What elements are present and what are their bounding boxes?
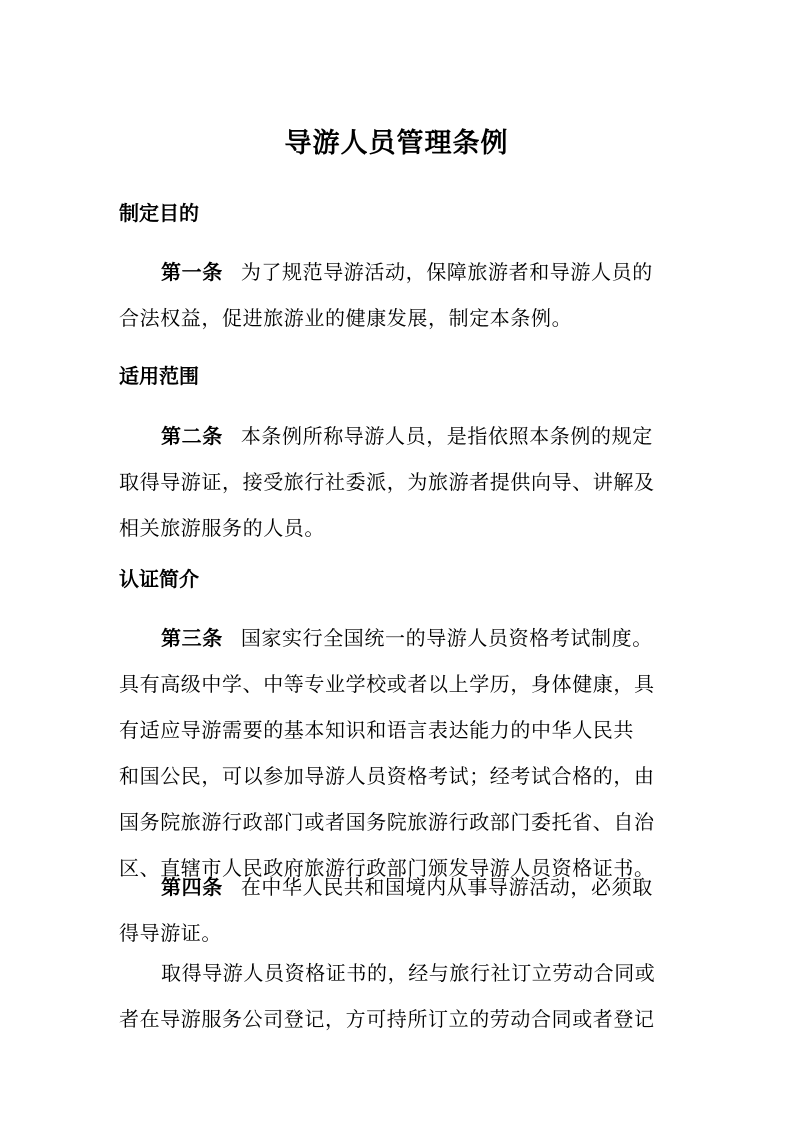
paragraph-line: 合法权益，促进旅游业的健康发展，制定本条例。 bbox=[119, 306, 573, 330]
paragraph-line bbox=[119, 413, 679, 459]
paragraph-line: 取得导游证，接受旅行社委派，为旅游者提供向导、讲解及 bbox=[119, 470, 655, 494]
paragraph-line: 和国公民，可以参加导游人员资格考试；经考试合格的，由 bbox=[119, 764, 655, 788]
line-text: 为了规范导游活动，保障旅游者和导游人员的 bbox=[240, 260, 653, 284]
paragraph-line: 取得导游人员资格证书的，经与旅行社订立劳动合同或 bbox=[161, 961, 656, 985]
paragraph-line: 得导游证。 bbox=[119, 921, 222, 945]
paragraph-line: 相关旅游服务的人员。 bbox=[119, 516, 325, 540]
paragraph-line: 者在导游服务公司登记，方可持所订立的劳动合同或者登记 bbox=[119, 1007, 655, 1031]
article-number: 第一条 bbox=[161, 260, 223, 284]
section-heading-certification: 认证简介 bbox=[119, 567, 199, 591]
article-number: 第三条 bbox=[161, 626, 223, 650]
paragraph-line bbox=[119, 615, 679, 661]
article-4-paragraph bbox=[119, 864, 679, 956]
line-text: 本条例所称导游人员，是指依照本条例的规定 bbox=[240, 424, 653, 448]
paragraph-line: 具有高级中学、中等专业学校或者以上学历，身体健康，具 bbox=[119, 672, 655, 696]
paragraph-line: 区、直辖市人民政府旅游行政部门颁发导游人员资格证书。 bbox=[119, 856, 655, 880]
article-number: 第二条 bbox=[161, 424, 223, 448]
paragraph-line: 国务院旅游行政部门或者国务院旅游行政部门委托省、自治 bbox=[119, 810, 655, 834]
article-4-second-paragraph bbox=[119, 950, 679, 1042]
line-text: 国家实行全国统一的导游人员资格考试制度。 bbox=[240, 626, 653, 650]
article-1-paragraph bbox=[119, 249, 679, 341]
line-text: 在中华人民共和国境内从事导游活动，必须取 bbox=[240, 875, 653, 899]
section-heading-scope: 适用范围 bbox=[119, 364, 199, 388]
document-title: 导游人员管理条例 bbox=[284, 128, 509, 159]
article-number: 第四条 bbox=[161, 875, 223, 899]
article-2-paragraph bbox=[119, 413, 679, 551]
section-heading-purpose: 制定目的 bbox=[119, 201, 199, 225]
article-3-paragraph bbox=[119, 615, 679, 891]
paragraph-line bbox=[119, 249, 679, 295]
paragraph-line bbox=[119, 864, 679, 910]
paragraph-line: 有适应导游需要的基本知识和语言表达能力的中华人民共 bbox=[119, 718, 634, 742]
